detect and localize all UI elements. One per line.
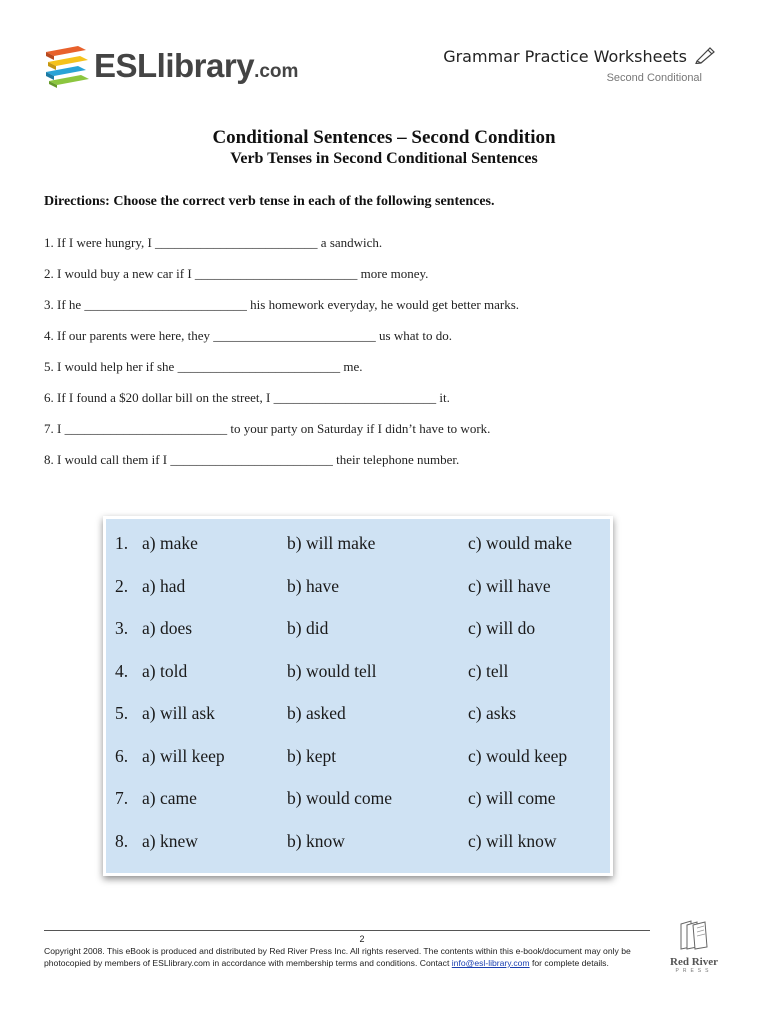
answer-row (106, 774, 610, 817)
option-c: c) will have (468, 575, 551, 596)
contact-email-link[interactable]: info@esl-library.com (451, 958, 530, 968)
answer-number: 2. (115, 575, 129, 596)
option-b: b) did (287, 618, 329, 638)
option-c: c) will do (468, 618, 536, 638)
brand-subtitle: Second Conditional (606, 72, 702, 84)
question-item: 6. If I found a $20 dollar bill on the street, I _________________________ it. (44, 390, 450, 405)
red-river-books-icon (677, 920, 711, 950)
answer-number: 3. (115, 618, 129, 638)
publisher-subtitle: PRESS (675, 968, 713, 974)
option-a: a) will ask (142, 703, 215, 723)
option-b: b) have (287, 575, 339, 596)
red-river-press-logo (664, 920, 724, 976)
directions-text: Directions: Choose the correct verb tense in each of the following sentences. (44, 194, 495, 209)
answer-row (106, 647, 610, 690)
copyright-text: Copyright 2008. This eBook is produced and distributed by Red River Press Inc. All rights reserved. The contents within this e-book/document may only be photocopied by members of ESLlibrary.com in accordance with membership terms and conditions. Contact (44, 946, 631, 968)
publisher-name: Red River (670, 956, 718, 968)
esl-library-logo[interactable] (44, 44, 299, 92)
answer-choices-box (103, 516, 613, 876)
option-b: b) would tell (287, 660, 377, 681)
option-a: a) knew (142, 830, 198, 851)
worksheet-subtitle: Verb Tenses in Second Conditional Sentences (230, 150, 538, 167)
answer-number: 5. (115, 703, 129, 723)
answer-row (106, 519, 610, 562)
pencil-icon (694, 46, 716, 64)
answer-row (106, 604, 610, 647)
brand-title-text: Grammar Practice Worksheets (443, 47, 687, 66)
option-b: b) asked (287, 703, 346, 723)
question-item: 7. I _________________________ to your party on Saturday if I didn’t have to work. (44, 421, 491, 436)
page-header (0, 0, 768, 100)
logo-wordmark (94, 46, 298, 92)
option-c: c) tell (468, 660, 509, 681)
option-b: b) will make (287, 533, 376, 553)
question-item: 1. If I were hungry, I _________________________ a sandwich. (44, 235, 383, 250)
answer-number: 4. (115, 660, 129, 681)
question-item: 8. I would call them if I _________________________ their telephone number. (44, 452, 460, 467)
answer-row (106, 689, 610, 732)
option-a: a) make (142, 533, 198, 553)
option-b: b) would come (287, 788, 392, 808)
answer-number: 1. (115, 533, 129, 553)
worksheet-title: Conditional Sentences – Second Condition (212, 127, 556, 148)
option-b: b) know (287, 830, 345, 851)
brand-title (443, 46, 716, 66)
footer-divider (44, 930, 650, 931)
option-b: b) kept (287, 745, 337, 766)
option-c: c) will know (468, 830, 557, 851)
answer-number: 6. (115, 745, 129, 766)
option-c: c) would keep (468, 745, 568, 766)
option-c: c) would make (468, 533, 572, 553)
answer-number: 7. (115, 788, 129, 808)
option-a: a) will keep (142, 745, 225, 766)
logo-suffix-text: .com (254, 61, 299, 82)
books-stack-logo-icon (44, 46, 90, 88)
question-item: 2. I would buy a new car if I _________________________ more money. (44, 266, 429, 281)
question-item: 4. If our parents were here, they _________________________ us what to do. (44, 328, 452, 343)
option-a: a) had (142, 575, 186, 596)
logo-main-text: ESLlibrary (94, 47, 255, 84)
option-c: c) asks (468, 703, 517, 723)
question-item: 3. If he _________________________ his homework everyday, he would get better marks. (44, 297, 520, 312)
copyright-notice (44, 945, 660, 969)
answer-row (106, 732, 610, 775)
option-c: c) will come (468, 788, 556, 808)
option-a: a) came (142, 788, 197, 808)
copyright-text-end: for complete details. (529, 958, 609, 968)
answer-number: 8. (115, 830, 129, 851)
question-item: 5. I would help her if she _________________________ me. (44, 359, 363, 374)
answer-row (106, 817, 610, 860)
answer-row (106, 562, 610, 605)
question-list (44, 234, 724, 482)
option-a: a) does (142, 618, 193, 638)
page-number: 2 (359, 934, 365, 944)
option-a: a) told (142, 660, 188, 681)
